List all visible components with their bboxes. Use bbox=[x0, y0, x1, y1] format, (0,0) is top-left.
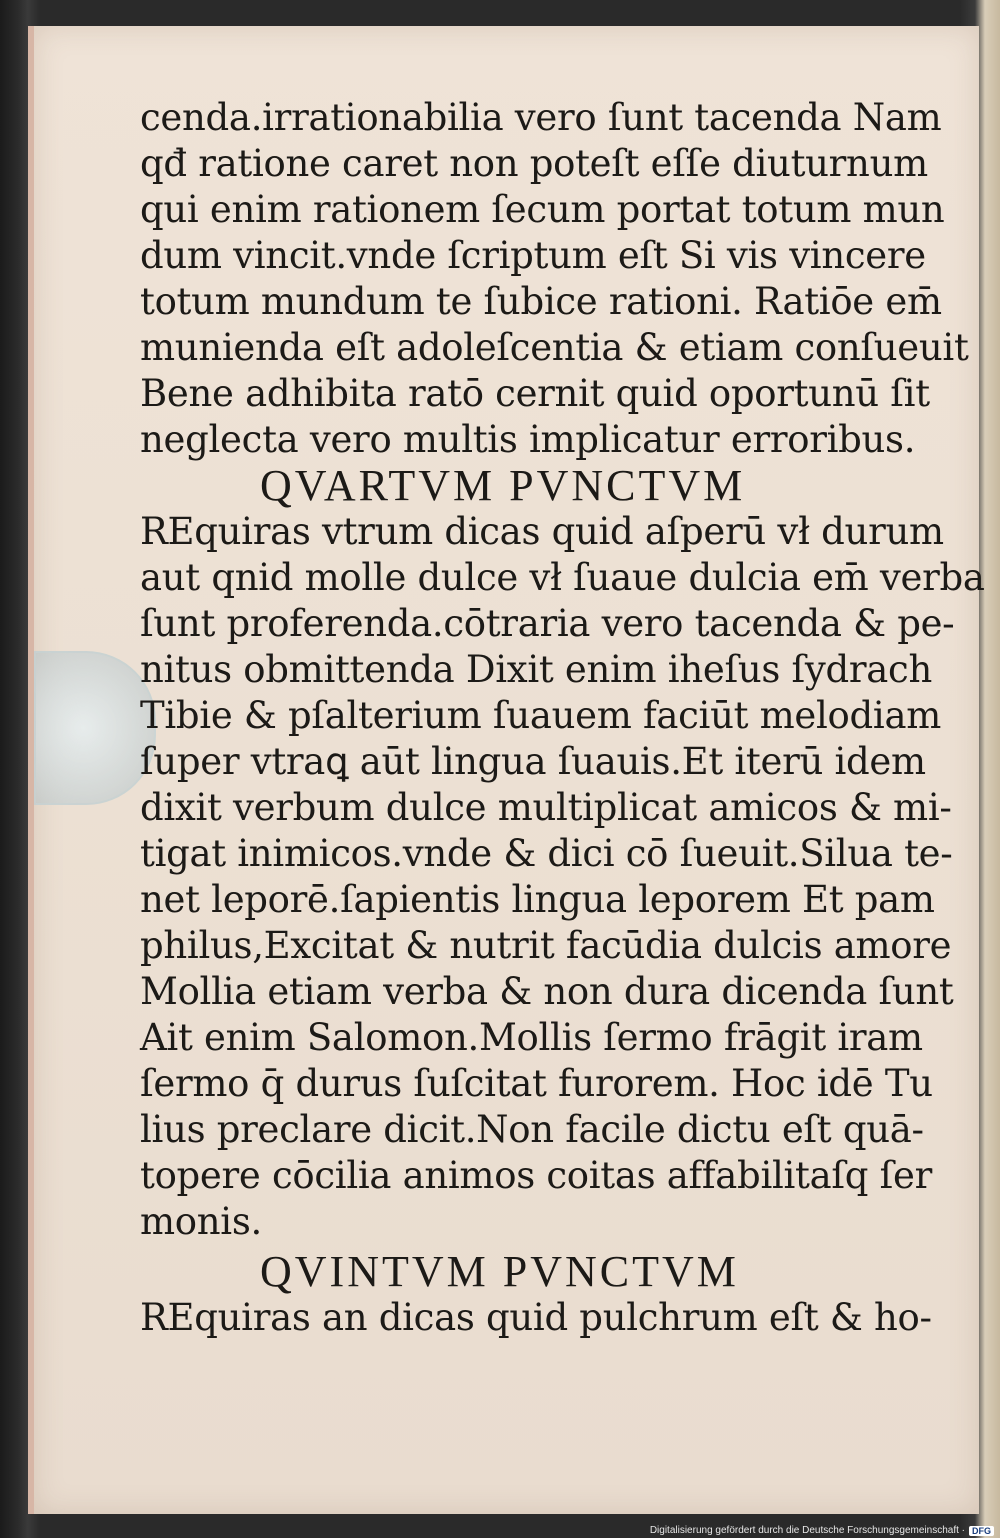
text-line: REquiras an dicas quid pulchrum eſt & ho- bbox=[140, 1296, 932, 1339]
text-line: aut qnid molle dulce vł ſuaue dulcia em̄ verba bbox=[140, 556, 985, 599]
text-line: Tibie & pſalterium ſuauem faciūt melodiam bbox=[140, 694, 941, 737]
text-line: Bene adhibita ratō cernit quid oportunū ſit bbox=[140, 372, 930, 415]
text-line: topere cōcilia animos coitas affabilitaſq ſer bbox=[140, 1154, 932, 1197]
heading-quintum: QVINTVM PVNCTVM bbox=[260, 1247, 739, 1296]
page-clip bbox=[34, 651, 156, 805]
text-line: net leporē.ſapientis lingua leporem Et pam bbox=[140, 878, 935, 921]
text-line: neglecta vero multis implicatur erroribus. bbox=[140, 418, 916, 461]
text-line: Ait enim Salomon.Mollis ſermo frāgit iram bbox=[140, 1016, 923, 1059]
text-block bbox=[140, 95, 985, 1341]
text-line: lius preclare dicit.Non facile dictu eſt quā- bbox=[140, 1108, 924, 1151]
text-line: qđ ratione caret non poteſt eſſe diuturnum bbox=[140, 142, 928, 185]
text-line: philus,Excitat & nutrit facūdia dulcis amore bbox=[140, 924, 952, 967]
text-line: qui enim rationem ſecum portat totum mun bbox=[140, 188, 945, 231]
digitization-credit bbox=[650, 1525, 994, 1536]
text-line: nitus obmittenda Dixit enim iheſus ſydrach bbox=[140, 648, 933, 691]
text-line: ſuper vtraꝗ aūt lingua ſuauis.Et iterū idem bbox=[140, 740, 926, 783]
text-line: dixit verbum dulce multiplicat amicos & mi- bbox=[140, 786, 952, 829]
dfg-logo: DFG bbox=[969, 1526, 994, 1536]
text-line: cenda.irrationabilia vero ſunt tacenda Nam bbox=[140, 96, 942, 139]
credit-text: Digitalisierung gefördert durch die Deutsche Forschungsgemeinschaft · bbox=[649, 1525, 965, 1536]
text-line: totum mundum te ſubice rationi. Ratiōe em̄ bbox=[140, 280, 942, 323]
text-line: monis. bbox=[140, 1200, 262, 1243]
heading-quartum: QVARTVM PVNCTVM bbox=[260, 461, 746, 510]
paragraph-1 bbox=[140, 95, 969, 463]
text-line: tigat inimicos.vnde & dici cō ſueuit.Silua te- bbox=[140, 832, 953, 875]
text-line: REquiras vtrum dicas quid aſperū vł durum bbox=[140, 510, 944, 553]
paragraph-3 bbox=[140, 1295, 932, 1341]
paragraph-2 bbox=[140, 509, 985, 1245]
text-line: ſermo q̄ durus ſuſcitat furorem. Hoc idē Tu bbox=[140, 1062, 933, 1105]
text-line: dum vincit.vnde ſcriptum eſt Si vis vincere bbox=[140, 234, 926, 277]
text-line: munienda eſt adoleſcentia & etiam conſueuit bbox=[140, 326, 969, 369]
text-line: Mollia etiam verba & non dura dicenda ſunt bbox=[140, 970, 954, 1013]
text-line: ſunt proferenda.cōtraria vero tacenda & pe- bbox=[140, 602, 955, 645]
